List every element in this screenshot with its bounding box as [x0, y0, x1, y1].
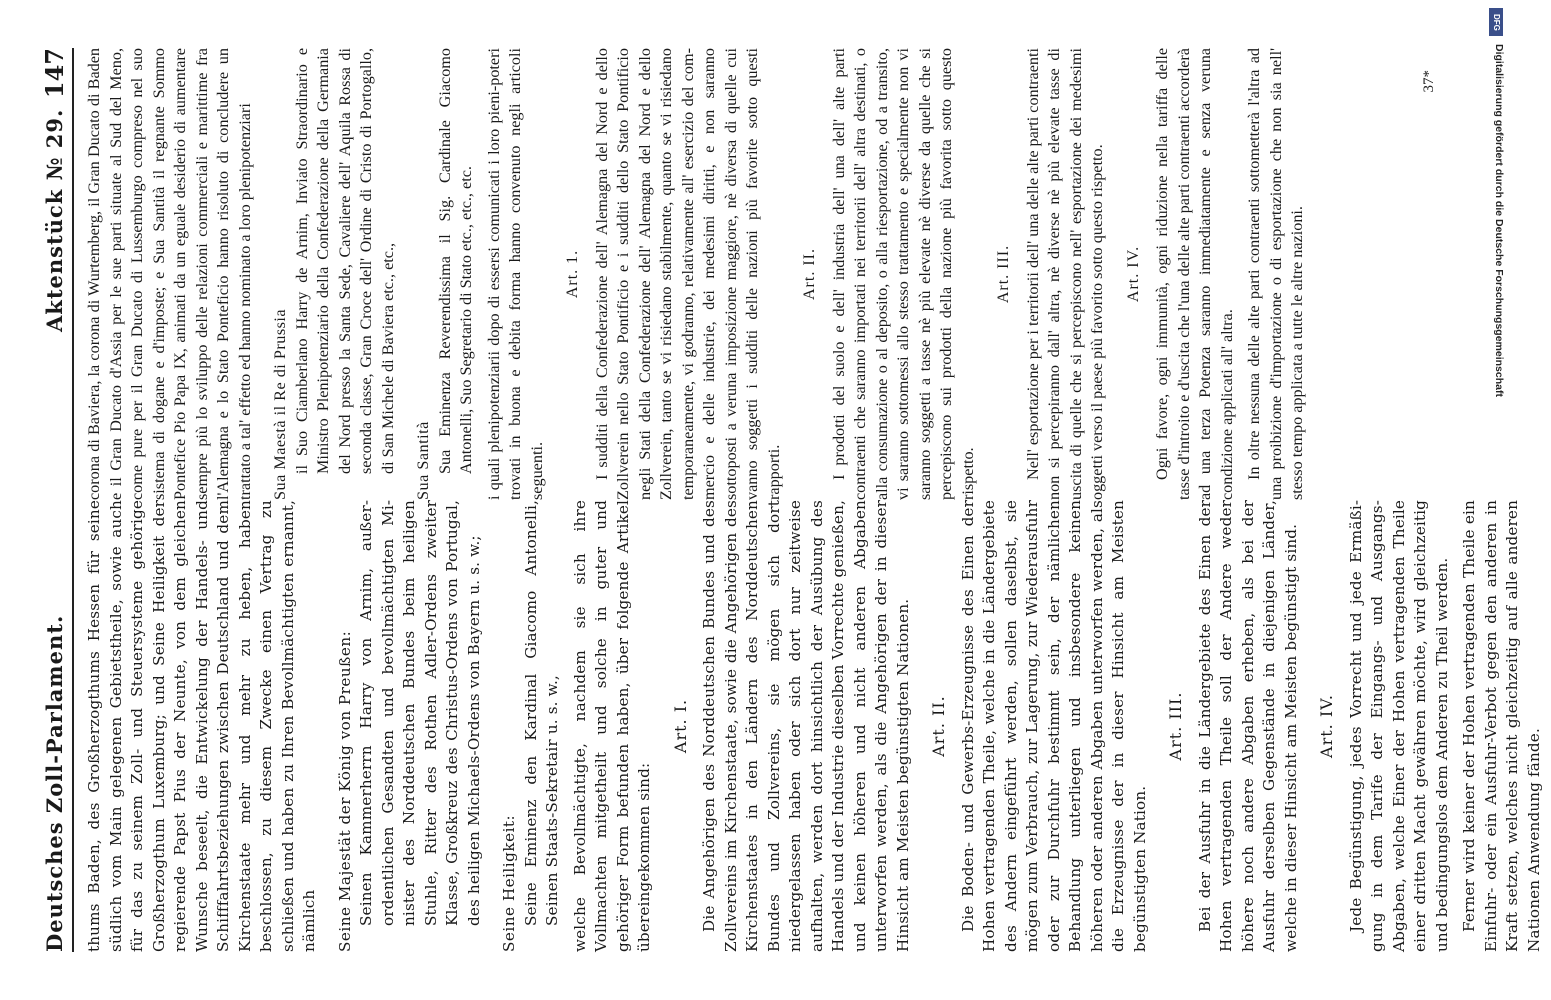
italian-art2-text: I prodotti del suolo e dell' industria dell' una dell' alte parti contraenti che saranno importati nei territorii dell' altra destinati, o alla consumazione o al deposito, o alla riesportazione, od a transito, vi saranno sottomessi allo stesso trattamento e specialmente non vi saranno soggetti a tasse nè più elevate nè diverse da quelle che si percepiscono sui prodotti della nazione più favorita sotto questo rispetto.: [829, 48, 977, 500]
german-art4-text2: Ferner wird keiner der Hohen vertragenden Theile ein Einfuhr- oder ein Ausfuhr-Verbot gegen den anderen in Kraft setzen, welches nicht gleichzeitig auf alle anderen Nationen Anwendung fände.: [1460, 500, 1543, 952]
italian-art4-title: Art. IV.: [1124, 245, 1142, 303]
italian-art3-title: Art. III.: [995, 244, 1012, 304]
german-closing: welche Bevollmächtigte, nachdem sie sich ihre Vollmachten mitgetheilt und solche in guter und gehöriger Form befunden haben, über folgende Artikel übereingekommen sind:: [570, 500, 653, 952]
german-party2-title: Seine Heiligkeit:: [500, 814, 518, 952]
italian-art3-text: Nell' esportazione per i territorii dell' una delle alte parti contraenti non si percepiranno dall' altra, nè diverse nè più elevate tasse di uscita di quelle che si percepiscono nell' esportazione dei medesimi oggetti verso il paese più favorito sotto questo rispetto.: [1023, 48, 1106, 500]
two-column-body: [84, 30, 1551, 970]
italian-closing: i quali plenipotenziarii dopo di essersi comunicati i loro pieni-poteri trovati in buona e debita forma hanno convenuto negli articoli seguenti.: [484, 48, 546, 500]
german-party-prussia: [335, 500, 486, 952]
german-art2-text: Die Boden- und Gewerbs-Erzeugnisse des Einen der Hohen vertragenden Theile, welche in die Ländergebiete des Andern eingeführt werden, sollen daselbst, sie mögen zum Verbrauch, zur Lagerung, zur Wiederausfuhr oder zur Durchfuhr bestimmt sein, der nämlichen Behandlung unterliegen und insbesondere keinen höheren oder anderen Abgaben unterworfen werden, als die Erzeugnisse der in dieser Hinsicht am Meisten begünstigten Nation.: [958, 500, 1149, 952]
dfg-logo: DFG: [1489, 8, 1503, 36]
german-art3-text: Bei der Ausfuhr in die Ländergebiete des Einen der Hohen vertragenden Theile soll der Andere weder höhere noch andere Abgaben erheben, als bei der Ausfuhr derselben Gegenstände in diejenigen Länder, welche in dieser Hinsicht am Meisten begünstigt sind.: [1195, 500, 1300, 952]
italian-art4-text2: In oltre nessuna delle alte parti contraenti sottometterà l'altra ad una proibizione d'importazione o di esportazione che non sia nell' stesso tempo applicata a tutte le altre nazioni.: [1245, 48, 1306, 500]
german-column: [84, 500, 1551, 952]
signature-mark: 37*: [1421, 70, 1437, 93]
italian-column: [84, 48, 1551, 500]
german-art4-text: Jede Begünstigung, jedes Vorrecht und jede Ermäßigung in dem Tarife der Eingangs- und Ausgangs-Abgaben, welche Einer der Hohen vertragenden Theile einer dritten Macht gewähren möchte, wird gleichzeitig und bedingungslos dem Anderen zu Theil werden.: [1346, 500, 1451, 952]
italian-art2-title: Art. II.: [801, 248, 818, 300]
italian-party2-desc: Sua Eminenza Reverendissima il Sig. Cardinale Giacomo Antonelli, Suo Segretario di Stato etc., etc., etc.: [435, 48, 475, 474]
page-number: 147: [40, 48, 69, 99]
german-art2-title: Art. II.: [929, 695, 948, 757]
german-party2-desc: Seine Eminenz den Kardinal Giacomo Antonelli, Seinen Staats-Sekretair u. s. w.,: [521, 500, 561, 926]
german-intro: thums Baden, des Großherzogthums Hessen für seine südlich vom Main gelegenen Gebietstheile, sowie auch für das zu seinem Zoll- und Steuersysteme gehörige Großherzogthum Luxemburg; und Seine Heiligkeit der regierende Papst Pius der Neunte, von dem gleichen Wunsche beseelt, die Entwickelung der Handels- und Schifffahrtsbeziehungen zwischen Deutschland und dem Kirchenstaate mehr und mehr zu heben, haben beschlossen, zu diesem Zwecke einen Vertrag zu schließen und haben zu Ihren Bevollmächtigten ernannt, nämlich: [85, 500, 318, 952]
italian-party2-title: Sua Santità: [414, 421, 432, 500]
digitization-note: Digitalisierung gefördert durch die Deutsche Forschungsgemeinschaft: [1493, 44, 1505, 397]
document-number: Aktenstück № 29.: [42, 108, 67, 332]
running-title: Deutsches Zoll-Parlament.: [42, 614, 67, 952]
italian-party1-desc: il Suo Ciamberlano Harry de Arnim, Inviato Straordinario e Ministro Plenipotenziario della Confederazione della Germania del Nord presso la Santa Sede, Cavaliere dell' Aquila Rossa di seconda classe, Gran Croce dell' Ordine di Cristo di Portogallo, di San Michele di Baviera etc., etc.,: [292, 48, 397, 474]
italian-art1-title: Art. 1.: [564, 249, 581, 299]
german-art3-title: Art. III.: [1166, 691, 1185, 761]
german-party1-title: Seine Majestät der König von Preußen:: [335, 630, 354, 952]
italian-party-holy-see: [413, 48, 478, 500]
italian-art4-text: Ogni favore, ogni immunità, ogni riduzione nella tariffa delle tasse d'introito e d'uscita che l'una delle alte parti contraenti accorderà ad una terza Potenza saranno immediatamente e senza veruna condizione applicati all' altra.: [1153, 48, 1236, 500]
page-header: [38, 48, 74, 952]
italian-art1-text: I sudditi della Confederazione dell' Alemagna del Nord e dello Zollverein nello Stato Pontificio e i sudditi dello Stato Pontificio negli Stati della Confederazione dell' Alemagna del Nord e dello Zollverein, tanto se vi risiedano stabilmente, quanto se vi risiedano temporaneamente, vi godranno, relativamente all' esercizio del commercio e delle industrie, dei medesimi diritti, e non saranno sottoposti a veruna imposizione maggiore, nè diversa di quelle cui vanno soggetti i sudditi delle nazioni più favorite sotto questi rapporti.: [592, 48, 783, 500]
german-art1-title: Art. I.: [670, 698, 690, 754]
german-party1-desc: Seinen Kammerherrn Harry von Arnim, außerordentlichen Gesandten und bevollmächtigten Minister des Norddeutschen Bundes beim heiligen Stuhle, Ritter des Rothen Adler-Ordens zweiter Klasse, Großkreuz des Christus-Ordens von Portugal, des heiligen Michaels-Ordens von Bayern u. s. w.;: [357, 500, 483, 926]
german-party-holy-see: [499, 500, 564, 952]
italian-intro: corona di Baviera, la corona di Wurtemberg, il Gran Ducato di Baden e il Gran Ducato d'Assia per le sue parti situate al Sud del Meno, come pure per il Gran Ducato di Lussemburgo compreso nel suo sistema di dogane e d'imposte; e Sua Santità il regnante Sommo Pontefice Pio Papa IX, animati da un eguale desiderio di aumentare sempre più lo sviluppo delle relazioni commerciali e marittime fra l'Alemagna e lo Stato Ponteficio hanno risoluto di concludere un trattato a tal' effetto ed hanno nominato a loro plenipotenziari: [85, 48, 254, 500]
italian-party1-title: Sua Maestà il Re di Prussia: [271, 308, 289, 500]
italian-party-prussia: [270, 48, 399, 500]
german-art1-text: Die Angehörigen des Norddeutschen Bundes und des Zollvereins im Kirchenstaate, sowie die Angehörigen des Kirchenstaates in den Ländern des Norddeutschen Bundes und Zollvereins, sie mögen sich dort niedergelassen haben oder sich dort nur zeitweise aufhalten, werden dort hinsichtlich der Ausübung des Handels und der Industrie dieselben Vorrechte genießen, und keinen höheren und nicht anderen Abgaben unterworfen werden, als die Angehörigen der in dieser Hinsicht am Meisten begünstigten Nationen.: [700, 500, 912, 952]
german-art4-title: Art. IV.: [1317, 694, 1336, 758]
